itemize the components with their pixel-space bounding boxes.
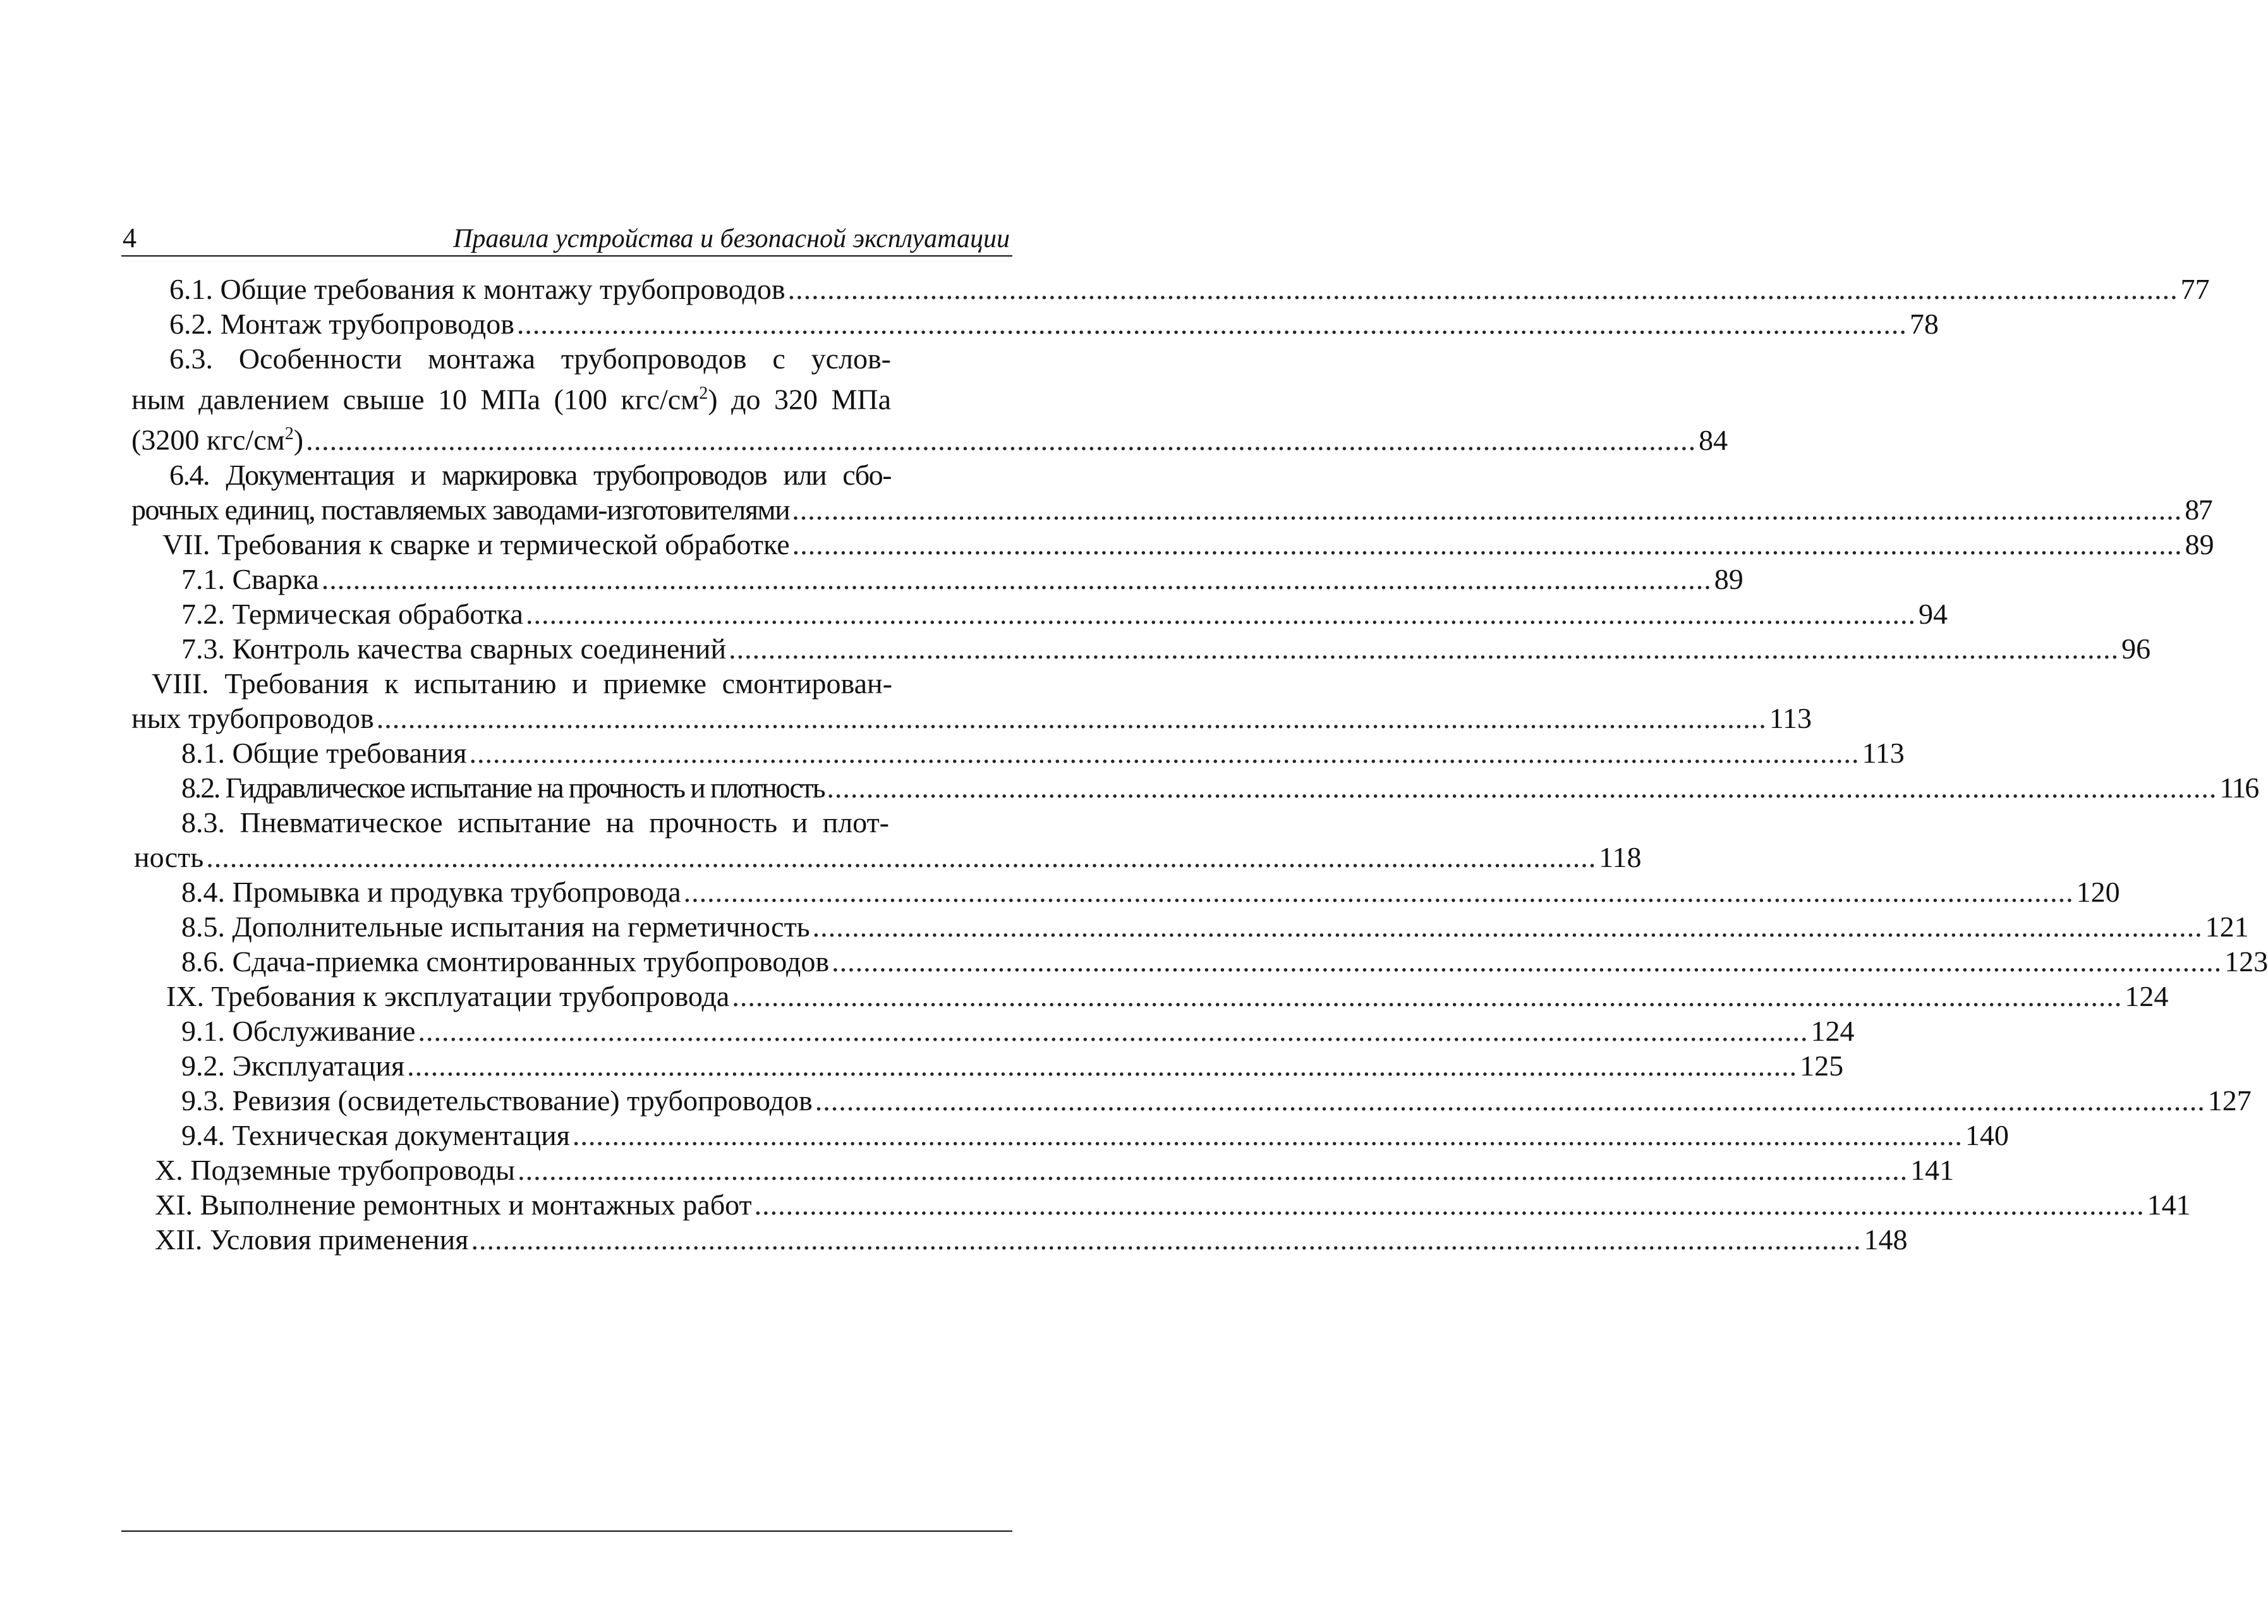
toc-entry-page: 84 xyxy=(1699,423,1728,456)
toc-entry-page: 89 xyxy=(1714,562,1743,595)
dot-leader: ................................................................................................................................................................................ xyxy=(815,1084,2205,1117)
toc-entry-page: 148 xyxy=(1864,1223,1908,1256)
toc-entry-title: 9.3. Ревизия (освидетельствование) трубопроводов xyxy=(181,1084,813,1117)
toc-entry[interactable] xyxy=(131,666,1812,736)
dot-leader: ................................................................................................................................................................................ xyxy=(306,423,1697,456)
dot-leader: ................................................................................................................................................................................ xyxy=(827,771,2217,804)
toc-entry[interactable] xyxy=(131,1153,1955,1187)
dot-leader: ................................................................................................................................................................................ xyxy=(471,1223,1862,1256)
toc-entry-title: 6.1. Общие требования к монтажу трубопроводов xyxy=(169,273,785,305)
dot-leader: ................................................................................................................................................................................ xyxy=(469,736,1860,769)
toc-entry-title-line: 6.3. Особенности монтажа трубопроводов с услов- xyxy=(169,342,891,375)
toc-entry-page: 78 xyxy=(1909,308,1939,340)
toc-entry-title: 9.4. Техническая документация xyxy=(181,1118,570,1151)
dot-leader: ................................................................................................................................................................................ xyxy=(321,562,1712,595)
toc-entry[interactable] xyxy=(131,875,2120,909)
toc-entry-title: (3200 кгс/$см^2$) xyxy=(131,423,304,456)
toc-entry-title: рочных единиц, поставляемых заводами-изготовителями xyxy=(131,493,790,526)
toc-entry-page: 113 xyxy=(1769,701,1812,734)
toc-entry-title: 9.2. Эксплуатация xyxy=(181,1049,405,1082)
dot-leader: ................................................................................................................................................................................ xyxy=(787,273,2178,305)
toc-entry-title: 9.1. Обслуживание xyxy=(181,1014,416,1047)
toc-entry-title: 7.2. Термическая обработка xyxy=(181,597,523,630)
dot-leader: ................................................................................................................................................................................ xyxy=(516,308,1907,340)
toc-entry[interactable] xyxy=(131,1222,1908,1257)
superscript: 2 xyxy=(699,384,708,403)
dot-leader: ................................................................................................................................................................................ xyxy=(792,528,2183,561)
toc-entry[interactable] xyxy=(131,1014,1855,1048)
running-title: Правила устройства и безопасной эксплуатации xyxy=(453,224,1010,253)
dot-leader: ................................................................................................................................................................................ xyxy=(206,840,1597,873)
toc-entry-title: 8.5. Дополнительные испытания на герметичность xyxy=(181,910,810,943)
toc-entry[interactable] xyxy=(131,979,2169,1014)
toc-entry-page: 124 xyxy=(1810,1014,1855,1047)
dot-leader: ................................................................................................................................................................................ xyxy=(729,632,2119,665)
dot-leader: ................................................................................................................................................................................ xyxy=(407,1049,1798,1082)
toc-entry-title: 8.2. Гидравлическое испытание на прочность и плотность xyxy=(181,771,825,804)
toc-entry[interactable] xyxy=(131,805,1642,875)
toc-entry[interactable] xyxy=(131,272,2210,306)
toc-entry-title: ных трубопроводов xyxy=(131,701,374,734)
toc-entry[interactable] xyxy=(131,770,2259,805)
toc-entry-page: 140 xyxy=(1965,1118,2009,1151)
toc-entry-title: XI. Выполнение ремонтных и монтажных работ xyxy=(155,1188,752,1221)
dot-leader: ................................................................................................................................................................................ xyxy=(376,701,1767,734)
toc-entry-page: 113 xyxy=(1862,736,1905,769)
dot-leader: ................................................................................................................................................................................ xyxy=(518,1153,1908,1186)
toc-entry-title: VII. Требования к сварке и термической обработке xyxy=(162,528,790,561)
toc-entry-page: 127 xyxy=(2207,1084,2252,1117)
toc-entry-page: 96 xyxy=(2121,632,2151,665)
dot-leader: ................................................................................................................................................................................ xyxy=(832,945,2223,978)
toc-entry-page: 121 xyxy=(2205,910,2249,943)
toc-entry-title: ность xyxy=(134,840,204,873)
toc-entry-page: 116 xyxy=(2219,771,2259,804)
footer-rule xyxy=(121,1530,1012,1532)
toc-entry-title: 6.2. Монтаж трубопроводов xyxy=(169,308,514,340)
table-of-contents xyxy=(131,272,2268,1257)
superscript: 2 xyxy=(284,424,294,444)
toc-entry-title-line: ным давлением свыше 10 МПа (100 кгс/$см^2$) до 320 МПа xyxy=(131,383,891,416)
toc-entry-title-line: 8.3. Пневматическое испытание на прочность и плот- xyxy=(181,806,889,839)
dot-leader: ................................................................................................................................................................................ xyxy=(732,979,2123,1012)
dot-leader: ................................................................................................................................................................................ xyxy=(572,1118,1963,1151)
toc-entry-page: 124 xyxy=(2125,979,2169,1012)
toc-entry[interactable] xyxy=(131,527,2214,562)
toc-entry-page: 118 xyxy=(1599,840,1642,873)
toc-entry-page: 141 xyxy=(1910,1153,1955,1186)
toc-entry-title: 8.6. Сдача-приемка смонтированных трубопроводов xyxy=(181,945,830,978)
toc-entry-page: 94 xyxy=(1918,597,1948,630)
toc-entry-title-line: VIII. Требования к испытанию и приемке смонтирован- xyxy=(152,667,892,700)
toc-entry[interactable] xyxy=(131,631,2151,666)
toc-entry-page: 125 xyxy=(1800,1049,1844,1082)
toc-entry-title: 8.4. Промывка и продувка трубопровода xyxy=(181,875,681,908)
dot-leader: ................................................................................................................................................................................ xyxy=(683,875,2074,908)
toc-entry-page: 141 xyxy=(2147,1188,2191,1221)
dot-leader: ................................................................................................................................................................................ xyxy=(792,493,2183,526)
toc-entry[interactable] xyxy=(131,597,1948,631)
toc-entry-page: 123 xyxy=(2224,945,2268,978)
toc-entry[interactable] xyxy=(131,1187,2191,1222)
toc-entry-title: 7.1. Сварка xyxy=(181,562,319,595)
running-header xyxy=(121,222,1012,257)
toc-entry[interactable] xyxy=(131,458,2212,527)
toc-entry[interactable] xyxy=(131,909,2249,944)
toc-entry[interactable] xyxy=(131,306,1939,341)
toc-entry-page: 87 xyxy=(2185,493,2212,526)
toc-entry-title: XII. Условия применения xyxy=(155,1223,469,1256)
toc-entry[interactable] xyxy=(131,944,2268,979)
dot-leader: ................................................................................................................................................................................ xyxy=(754,1188,2145,1221)
dot-leader: ................................................................................................................................................................................ xyxy=(812,910,2203,943)
page-number: 4 xyxy=(123,222,136,253)
toc-entry-title: X. Подземные трубопроводы xyxy=(155,1153,516,1186)
toc-entry-title-line: 6.4. Документация и маркировка трубопроводов или сбо- xyxy=(169,458,891,491)
toc-entry[interactable] xyxy=(131,1118,2009,1153)
toc-entry-page: 120 xyxy=(2076,875,2120,908)
toc-entry[interactable] xyxy=(131,1083,2252,1118)
toc-entry-title: 7.3. Контроль качества сварных соединений xyxy=(181,632,727,665)
toc-entry[interactable] xyxy=(131,736,1905,770)
toc-entry-page: 89 xyxy=(2185,528,2214,561)
toc-entry[interactable] xyxy=(131,562,1743,597)
dot-leader: ................................................................................................................................................................................ xyxy=(525,597,1916,630)
dot-leader: ................................................................................................................................................................................ xyxy=(418,1014,1809,1047)
toc-entry-title: 8.1. Общие требования xyxy=(181,736,467,769)
toc-entry[interactable] xyxy=(131,341,1728,458)
toc-entry-page: 77 xyxy=(2180,273,2210,305)
toc-entry[interactable] xyxy=(131,1048,1844,1083)
toc-entry-title: IX. Требования к эксплуатации трубопровода xyxy=(166,979,730,1012)
